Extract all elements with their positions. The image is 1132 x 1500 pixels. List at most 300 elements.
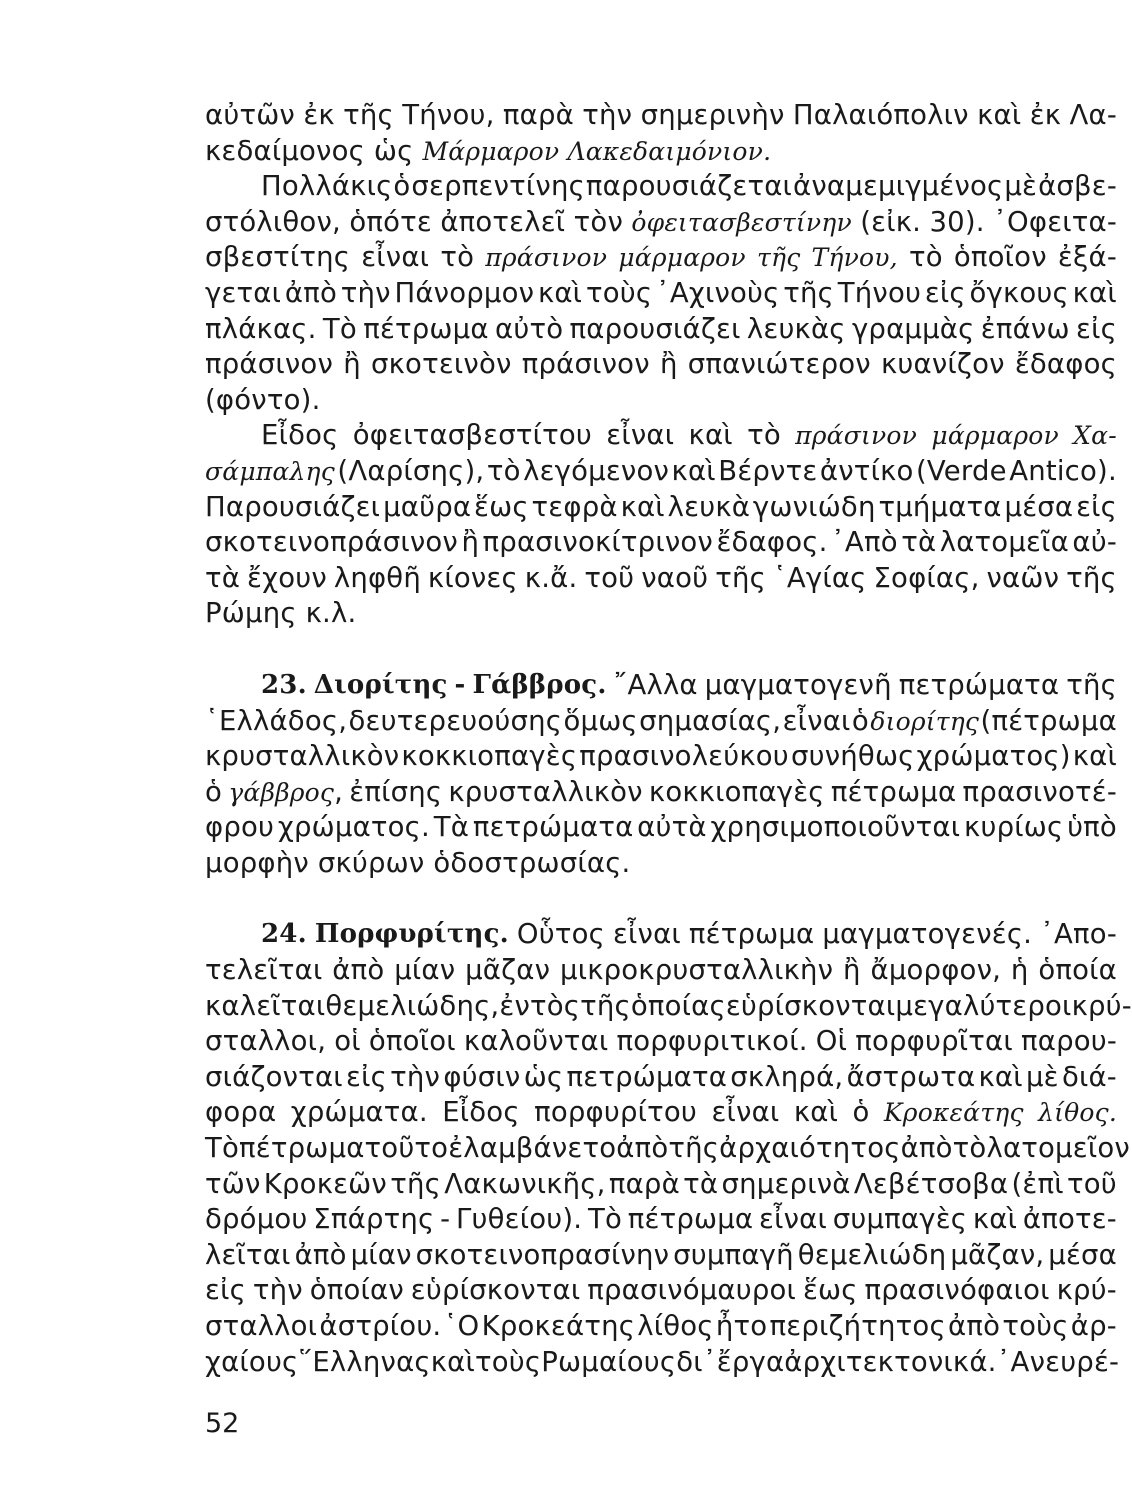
text-line xyxy=(205,1060,1117,1096)
text-line xyxy=(205,775,1117,811)
text-run: καλοῦνται xyxy=(463,1025,609,1058)
text-run: σταλλοι xyxy=(205,1310,318,1342)
section-heading: - xyxy=(454,669,466,700)
text-line xyxy=(205,1238,1117,1274)
text-run: ἀπὸ xyxy=(616,1132,669,1165)
italic-term: μάρμαρον xyxy=(618,243,746,273)
text-run: εἰς xyxy=(205,1274,246,1307)
text-run: γραμμὰς xyxy=(851,312,975,345)
section-23-dioritis-gavvros xyxy=(205,668,1117,882)
text-run: Λεβέτσοβα xyxy=(853,1167,1009,1200)
text-run: συμπαγῆ xyxy=(673,1238,794,1271)
text-run: εἰς xyxy=(1076,312,1117,345)
text-run: , xyxy=(334,775,344,808)
text-run: τὸ xyxy=(908,241,943,274)
text-run: πετρώματα xyxy=(472,811,634,844)
text-line xyxy=(205,704,1117,740)
text-run: πρασινολεύκου xyxy=(579,740,789,773)
text-run: ὁποία xyxy=(1038,954,1117,987)
text-run: καὶ xyxy=(1072,740,1117,773)
text-run: γωνιώδη xyxy=(752,490,876,523)
text-run: τῆς xyxy=(343,99,394,131)
text-run: τὰ xyxy=(901,526,937,559)
text-run: Τήνου xyxy=(837,276,922,309)
italic-term: λίθος. xyxy=(1038,1098,1117,1128)
text-run: κίονες xyxy=(427,561,518,594)
text-run: οἱ xyxy=(334,1025,361,1058)
text-run: ἔδαφος xyxy=(1014,348,1117,381)
text-run: τῆς xyxy=(668,1132,720,1165)
text-run: φύσιν xyxy=(443,1060,521,1093)
section-heading: 24. xyxy=(261,919,307,950)
text-run: κρύ- xyxy=(1056,1274,1117,1307)
text-run: θεμελιώδη xyxy=(797,1238,947,1271)
text-run: χρησιμοποιοῦνται xyxy=(710,811,961,844)
text-run: χρώματος) xyxy=(916,740,1071,773)
text-run: καὶ xyxy=(977,99,1022,131)
text-run: κοκκιοπαγὲς xyxy=(648,775,825,808)
italic-term: Τήνου, xyxy=(811,243,898,273)
text-run: ἀπὸ xyxy=(294,1238,347,1271)
text-run: Πάνορμον xyxy=(394,276,535,309)
text-run: Οὗτος xyxy=(516,918,605,951)
text-run: τοὺς xyxy=(475,1345,542,1378)
text-run: ἄστρωτα xyxy=(846,1060,976,1093)
text-run: κρύ- xyxy=(1071,989,1132,1022)
text-run: ἀποτε- xyxy=(1022,1203,1117,1236)
text-run: ᾿Απὸ xyxy=(830,526,898,559)
text-run: ἀπὸ xyxy=(332,954,385,987)
text-line xyxy=(205,134,1117,170)
text-run: εἶναι xyxy=(782,704,851,737)
text-line xyxy=(205,668,1117,704)
text-run: ἀρ- xyxy=(1070,1310,1117,1342)
text-run: καὶ xyxy=(688,419,733,452)
text-run: ἐντὸς xyxy=(499,989,581,1022)
text-run: σερπεντίνης xyxy=(411,170,585,203)
text-line xyxy=(205,596,1117,632)
text-run: καὶ xyxy=(537,276,583,309)
section-gap xyxy=(205,881,1117,917)
text-run: καὶ xyxy=(671,454,716,487)
text-run: ὁ xyxy=(205,775,223,808)
text-run: Σπάρτης xyxy=(313,1203,435,1236)
text-run: εὑρίσκονται xyxy=(725,989,896,1022)
text-run: παρου- xyxy=(1021,1025,1117,1058)
text-run: - xyxy=(440,1203,451,1236)
text-run: χαίους xyxy=(205,1345,299,1378)
text-run: ὁ xyxy=(851,704,869,737)
text-run: ἐκ xyxy=(1029,99,1062,131)
text-run: κοκκιοπαγὲς xyxy=(401,740,578,773)
text-run: τὴν xyxy=(390,1060,441,1093)
text-run: ἀντίκο xyxy=(819,454,914,487)
text-run: παρουσιάζει xyxy=(569,312,741,345)
paragraph-1 xyxy=(205,98,1117,169)
text-run: λεγόμενον xyxy=(523,454,670,487)
text-run: διά- xyxy=(1061,1060,1117,1093)
text-run: τὴν xyxy=(340,276,391,309)
text-run: τελεῖται xyxy=(205,954,323,987)
text-run: ὅμως xyxy=(563,704,638,737)
text-run: λεῖται xyxy=(205,1238,291,1271)
text-run: Ρωμαίους xyxy=(541,1345,677,1378)
text-run: ὁποῖον xyxy=(953,241,1047,274)
text-run: πράσινον xyxy=(521,348,650,381)
text-run: Παλαιόπολιν xyxy=(792,99,969,131)
text-run: λευκὰς xyxy=(746,312,846,345)
text-run: αὐτὰ xyxy=(637,811,707,844)
text-run: τοὺς xyxy=(1002,1310,1069,1342)
text-run: ὀφειτασβεστίτου xyxy=(352,419,593,452)
text-run: τῆς xyxy=(783,276,834,309)
section-heading: Πορφυρίτης. xyxy=(314,919,509,950)
section-gap xyxy=(205,632,1117,668)
text-run: τῆς xyxy=(1066,668,1117,701)
text-run: σιάζονται xyxy=(205,1060,343,1093)
section-heading: 23. xyxy=(261,669,307,700)
text-run: πορφυρῖται xyxy=(855,1025,1013,1058)
text-run: κ.ἄ. xyxy=(524,561,578,594)
text-run: μικροκρυσταλλικὴν xyxy=(560,954,834,987)
text-run: εἶναι xyxy=(711,1096,780,1129)
text-line xyxy=(205,561,1117,597)
text-run: φορα xyxy=(205,1096,277,1129)
text-line xyxy=(205,1309,1117,1345)
text-run: χρώματα. xyxy=(290,1096,428,1129)
text-run: Πολλάκις xyxy=(261,170,393,203)
text-run: ἀσβε- xyxy=(1038,170,1117,203)
text-run: ᾿Αχινοὺς xyxy=(655,276,780,309)
text-run: τῆς xyxy=(715,561,766,594)
paragraph-2 xyxy=(205,169,1117,418)
text-run: Εἶδος xyxy=(261,419,339,452)
text-run: εἰς xyxy=(924,276,966,309)
text-run: ναῶν xyxy=(986,561,1060,594)
text-run: ῾Αγίας xyxy=(772,561,867,594)
text-run: 30). xyxy=(929,205,985,238)
text-run: ληφθῆ xyxy=(333,561,421,594)
text-run: ὁπότε xyxy=(349,205,432,238)
text-run: ἐλαμβάνετο xyxy=(448,1132,617,1165)
text-run: παρουσιάζεται xyxy=(585,170,793,203)
text-line xyxy=(205,347,1117,383)
text-run: Λακωνικῆς, xyxy=(444,1167,606,1200)
text-run: ἀναμεμιγμένος xyxy=(793,170,1004,203)
text-line xyxy=(205,1024,1117,1060)
text-run: εἶναι xyxy=(612,918,681,951)
text-run: τῆς xyxy=(580,989,631,1022)
text-run: φρου xyxy=(205,811,275,844)
text-run: τὸν xyxy=(573,205,623,238)
text-run: σημερινὰ xyxy=(721,1167,851,1200)
text-run: πορφυρίτου xyxy=(534,1096,698,1129)
text-line xyxy=(205,989,1132,1025)
text-run: εἶναι xyxy=(606,419,675,452)
section-heading: Γάββρος. xyxy=(472,669,607,700)
text-run: θεμελιώδης, xyxy=(325,989,500,1022)
text-run: κυανίζον xyxy=(881,348,1005,381)
text-run: ἀπὸ xyxy=(948,1310,1001,1342)
text-line xyxy=(205,418,1117,454)
italic-term: τῆς xyxy=(756,243,801,273)
text-run: σταλλοι, xyxy=(205,1025,327,1058)
text-line xyxy=(205,169,1117,205)
text-run: Τὸ xyxy=(205,1132,240,1165)
text-run: μίαν xyxy=(350,1238,412,1271)
text-run: μᾶζαν, xyxy=(950,1238,1045,1271)
text-run: Antico). xyxy=(1009,454,1117,487)
text-run: τὴν xyxy=(582,99,633,131)
text-run: τοῦτο xyxy=(364,1132,449,1165)
text-run: μαῦρα xyxy=(383,490,472,523)
text-line xyxy=(205,490,1117,526)
text-run: ὑπὸ xyxy=(1067,811,1117,844)
text-run: ἕως xyxy=(802,1274,858,1307)
text-run: ῞Ελληνας xyxy=(298,1345,431,1378)
text-run: πέτρωμα xyxy=(239,1132,365,1165)
text-run: Λα- xyxy=(1069,99,1117,131)
text-run: σημερινὴν xyxy=(640,99,785,131)
text-line xyxy=(205,810,1117,846)
italic-term: Χα- xyxy=(1073,421,1117,451)
text-run: (Verde xyxy=(916,454,1007,487)
text-run: Οἱ xyxy=(815,1025,848,1058)
text-run: ὁποῖοι xyxy=(368,1025,456,1058)
text-run: μὲ xyxy=(1025,1060,1059,1093)
text-run: στόλιθον, xyxy=(205,205,341,238)
text-run: σπανιώτερον xyxy=(687,348,871,381)
text-run: πρασινόφαιοι xyxy=(864,1274,1050,1307)
text-line xyxy=(205,917,1117,953)
text-run: εἶναι xyxy=(759,1203,827,1236)
text-run: ἐξά- xyxy=(1057,241,1117,274)
text-line xyxy=(205,1202,1117,1238)
text-run: τὸ xyxy=(747,419,781,452)
text-run: πετρώματα xyxy=(566,1060,728,1093)
text-line xyxy=(205,276,1117,312)
text-run: Τὸ xyxy=(587,1203,622,1236)
text-run: παρὰ xyxy=(502,99,574,131)
text-line xyxy=(205,1095,1117,1131)
text-line xyxy=(205,205,1117,241)
text-run: μαγματογενῆ xyxy=(704,668,892,701)
text-run: τὸ xyxy=(952,1132,987,1165)
text-run: ῎Αλλα xyxy=(613,668,698,701)
text-run: πέτρωμα xyxy=(363,312,489,345)
text-run: εἰς xyxy=(346,1060,387,1093)
text-run: λατομεῖον xyxy=(986,1132,1130,1165)
text-run: αὐτὸ xyxy=(495,312,564,345)
text-run: μὲ xyxy=(1004,170,1038,203)
text-run: ἐκ xyxy=(303,99,335,131)
text-line xyxy=(205,1131,1130,1167)
text-run: ὁ xyxy=(852,1096,870,1129)
text-run: μορφὴν σκύρων ὁδοστρωσίας. xyxy=(205,846,631,879)
text-run: δι᾿ xyxy=(676,1345,717,1378)
text-run: τὰ xyxy=(683,1167,719,1200)
text-run: ἢ xyxy=(659,348,678,381)
text-line xyxy=(205,1345,1120,1381)
text-run: Ρώμης κ.λ. xyxy=(205,597,357,630)
text-run: ἢ xyxy=(461,526,480,559)
text-run: λατομεῖα xyxy=(939,526,1069,559)
text-run: πέτρωμα xyxy=(830,775,957,808)
text-run: καὶ xyxy=(978,1060,1023,1093)
text-run: πέτρωμα xyxy=(627,1203,754,1236)
text-run: ᾿Απο- xyxy=(1040,918,1117,951)
text-run: πρασινοτέ- xyxy=(962,775,1117,808)
italic-term: Κροκεάτης xyxy=(883,1098,1024,1128)
text-run: (φόντο). xyxy=(205,383,321,416)
text-line xyxy=(205,1167,1117,1203)
text-run: Κροκεάτης xyxy=(481,1310,636,1342)
text-run: Τήνου, xyxy=(402,99,495,131)
text-run: ἐπίσης xyxy=(349,775,443,808)
text-run: ἢ xyxy=(343,348,361,381)
text-run: Σοφίας, xyxy=(873,561,980,594)
text-run: τοὺς xyxy=(585,276,653,309)
text-run: ὁποίας xyxy=(630,989,726,1022)
text-run: συμπαγὲς xyxy=(832,1203,968,1236)
text-run: κεδαίμονος ὡς xyxy=(205,134,423,167)
text-run: τοῦ xyxy=(584,561,635,594)
text-run: πρασινόμαυροι xyxy=(587,1274,797,1307)
text-run: ῾Ο xyxy=(443,1310,480,1342)
text-line xyxy=(205,383,1117,419)
italic-term: πράσινον xyxy=(795,421,918,451)
italic-term: σάμπαλης xyxy=(205,456,335,486)
text-run: ἀρχιτεκτονικά. xyxy=(784,1345,997,1378)
text-line xyxy=(205,454,1117,490)
text-run: ἢ xyxy=(843,954,861,987)
text-run: ᾿Ανευρέ- xyxy=(996,1345,1120,1378)
text-run: Τὰ xyxy=(433,811,470,844)
text-run: μέσα xyxy=(1004,490,1074,523)
text-run: εἰς xyxy=(1076,490,1117,523)
paragraph-3 xyxy=(205,418,1117,632)
text-run: Γυθείου). xyxy=(455,1203,583,1236)
text-run: σκοτεινοπρασίνην xyxy=(415,1238,670,1271)
italic-term: μάρμαρον xyxy=(931,421,1059,451)
text-run: ἀρχαιότητος xyxy=(719,1132,901,1165)
text-run: λευκὰ xyxy=(667,490,751,523)
text-run: καὶ xyxy=(972,1203,1018,1236)
page-number: 52 xyxy=(205,1408,240,1439)
text-run: καλεῖται xyxy=(205,989,326,1022)
text-run: ἄμορφον, xyxy=(870,954,1002,987)
text-run: πετρώματα xyxy=(898,668,1060,701)
text-run: Βέρντε xyxy=(718,454,818,487)
text-run: εὑρίσκονται xyxy=(410,1274,581,1307)
text-run: ὁποίαν xyxy=(309,1274,404,1307)
text-run: πορφυριτικοί. xyxy=(616,1025,808,1058)
text-run: εἶναι xyxy=(361,241,430,274)
text-run: ἕως xyxy=(474,490,529,523)
italic-term: πράσινον xyxy=(485,243,608,273)
section-heading: Διορίτης xyxy=(313,669,448,700)
text-line xyxy=(205,98,1117,134)
text-run: πλάκας. xyxy=(205,312,317,345)
text-run: (πέτρωμα xyxy=(980,704,1117,737)
text-run: αὐ- xyxy=(1072,526,1117,559)
text-run: μίαν xyxy=(394,954,456,987)
text-run: ἀποτελεῖ xyxy=(440,205,566,238)
text-run: πράσινον xyxy=(205,348,334,381)
text-run: συνήθως xyxy=(790,740,915,773)
text-run: σκοτεινοπράσινον xyxy=(205,526,458,559)
text-run: Παρουσιάζει xyxy=(205,490,381,523)
text-run: ἐπάνω xyxy=(980,312,1070,345)
text-line xyxy=(205,739,1117,775)
text-run: ὡς xyxy=(523,1060,564,1093)
text-run: Κροκεῶν xyxy=(263,1167,387,1200)
text-run: δρόμου xyxy=(205,1203,308,1236)
text-run: καὶ xyxy=(793,1096,839,1129)
text-run: ναοῦ xyxy=(641,561,709,594)
text-run: ἦτο xyxy=(715,1310,768,1342)
text-line xyxy=(205,312,1117,348)
italic-term: ὀφειτασβεστίνην xyxy=(631,207,852,237)
text-run: πρασινοκίτρινον xyxy=(482,526,713,559)
text-run: τμήματα xyxy=(878,490,1002,523)
text-run: Τὸ xyxy=(322,312,357,345)
text-run: ἀπὸ xyxy=(284,276,337,309)
text-run: Εἶδος xyxy=(442,1096,520,1129)
text-run: ῾Ελλάδος, xyxy=(205,704,348,737)
text-run: ἡ xyxy=(1010,954,1029,987)
text-run: λίθος xyxy=(637,1310,714,1342)
italic-term: γάββρος xyxy=(228,777,335,807)
text-run: τῆς xyxy=(390,1167,441,1200)
text-run: τὰ xyxy=(205,561,241,594)
text-run: κυρίως xyxy=(964,811,1064,844)
text-run: σκληρά, xyxy=(730,1060,844,1093)
text-run: τὴν xyxy=(252,1274,303,1307)
text-run: δευτερευούσης xyxy=(348,704,563,737)
text-line xyxy=(205,846,1117,882)
text-run: παρὰ xyxy=(608,1167,680,1200)
section-24-porfyritis xyxy=(205,917,1132,1380)
text-run: (ἐπὶ xyxy=(1011,1167,1064,1200)
text-run: γεται xyxy=(205,276,282,309)
text-run: αὐτῶν xyxy=(205,99,295,131)
text-run: καὶ xyxy=(620,490,665,523)
text-run: μέσα xyxy=(1048,1238,1117,1271)
text-run: ἔχουν xyxy=(247,561,327,594)
text-run: τὸ xyxy=(486,454,521,487)
text-run: περιζήτητος xyxy=(769,1310,946,1342)
text-run: τῆς xyxy=(1066,561,1117,594)
text-line xyxy=(205,525,1117,561)
text-run: τῶν xyxy=(205,1167,261,1200)
text-run: μᾶζαν xyxy=(465,954,551,987)
text-run: ἀστρίου. xyxy=(319,1310,442,1342)
text-run: (Λαρίσης), xyxy=(337,454,485,487)
text-run: τὸ xyxy=(440,241,475,274)
text-run: μεγαλύτεροι xyxy=(895,989,1072,1022)
text-run: καὶ xyxy=(430,1345,475,1378)
text-line xyxy=(205,240,1117,276)
text-run: ἔδαφος. xyxy=(716,526,828,559)
text-run: σβεστίτης xyxy=(205,241,351,274)
italic-term: διορίτης xyxy=(870,706,980,736)
text-run: ᾿Οφειτα- xyxy=(993,205,1117,238)
text-run xyxy=(228,775,343,811)
text-run: καὶ xyxy=(1072,276,1117,309)
text-run: σκοτεινὸν xyxy=(371,348,512,381)
text-run: τοῦ xyxy=(1067,1167,1117,1200)
